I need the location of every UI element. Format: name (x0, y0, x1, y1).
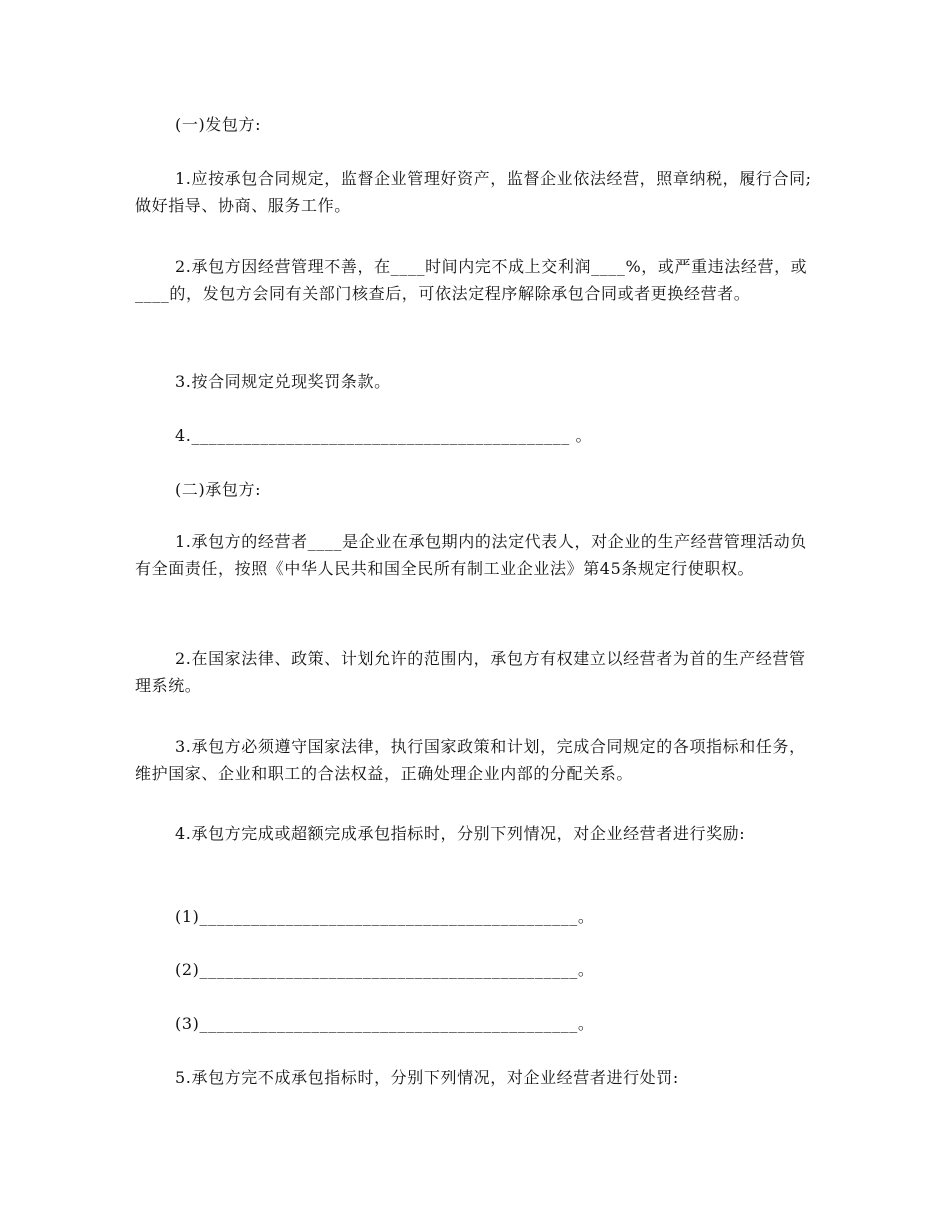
section-1-item-3: 3.按合同规定兑现奖罚条款。 (175, 372, 391, 391)
section-2-item-2: 2.在国家法律、政策、计划允许的范围内，承包方有权建立以经营者为首的生产经营管理系统。 (135, 649, 806, 695)
reward-blank-2: (2)____________________________________________。 (175, 960, 595, 979)
section-2-item-4: 4.承包方完成或超额完成承包指标时，分别下列情况，对企业经营者进行奖励: (175, 824, 746, 843)
section-2-item-1: 1.承包方的经营者____是企业在承包期内的法定代表人，对企业的生产经营管理活动负有全面责任，按照《中华人民共和国全民所有制工业企业法》第45条规定行使职权。 (135, 532, 807, 578)
section-2-heading: (二)承包方: (175, 480, 262, 499)
section-1-heading: (一)发包方: (175, 115, 262, 134)
section-2-item-5: 5.承包方完不成承包指标时，分别下列情况，对企业经营者进行处罚: (175, 1068, 679, 1087)
section-1-item-4: 4.____________________________________________ 。 (175, 426, 593, 445)
section-1-item-1: 1.应按承包合同规定，监督企业管理好资产，监督企业依法经营，照章纳税，履行合同;做好指导、协商、服务工作。 (135, 169, 812, 215)
section-1-item-2: 2.承包方因经营管理不善，在____时间内完不成上交利润____%，或严重违法经营，或____的，发包方会同有关部门核查后，可依法定程序解除承包合同或者更换经营者。 (135, 257, 808, 303)
section-2-item-3: 3.承包方必须遵守国家法律，执行国家政策和计划，完成合同规定的各项指标和任务，维护国家、企业和职工的合法权益，正确处理企业内部的分配关系。 (135, 737, 806, 783)
reward-blank-3: (3)____________________________________________。 (175, 1014, 595, 1033)
reward-blank-1: (1)____________________________________________。 (175, 907, 595, 926)
